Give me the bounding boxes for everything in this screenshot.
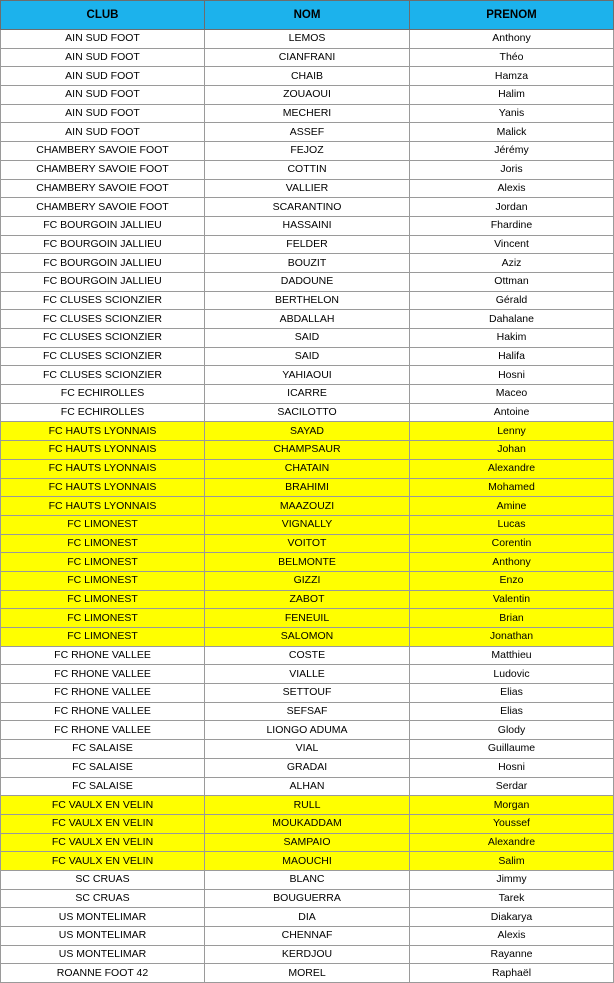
cell-prenom: Ottman — [410, 272, 614, 291]
cell-nom: MOREL — [205, 964, 410, 983]
table-row — [1, 403, 614, 422]
cell-nom: VOITOT — [205, 534, 410, 553]
cell-club: FC HAUTS LYONNAIS — [1, 459, 205, 478]
cell-prenom: Valentin — [410, 590, 614, 609]
cell-prenom: Hamza — [410, 67, 614, 86]
cell-prenom: Diakarya — [410, 908, 614, 927]
table-row — [1, 553, 614, 572]
table-row — [1, 758, 614, 777]
table-row — [1, 628, 614, 647]
cell-prenom: Anthony — [410, 30, 614, 49]
table-row — [1, 814, 614, 833]
table-row — [1, 889, 614, 908]
cell-club: FC LIMONEST — [1, 534, 205, 553]
cell-prenom: Johan — [410, 441, 614, 460]
table-row — [1, 385, 614, 404]
cell-prenom: Glody — [410, 721, 614, 740]
table-row — [1, 777, 614, 796]
table-row — [1, 571, 614, 590]
cell-club: US MONTELIMAR — [1, 908, 205, 927]
cell-prenom: Guillaume — [410, 740, 614, 759]
cell-club: FC RHONE VALLEE — [1, 646, 205, 665]
table-row — [1, 160, 614, 179]
header-row — [1, 1, 614, 30]
cell-nom: BERTHELON — [205, 291, 410, 310]
cell-club: AIN SUD FOOT — [1, 123, 205, 142]
table-row — [1, 441, 614, 460]
cell-prenom: Fhardine — [410, 216, 614, 235]
cell-nom: LEMOS — [205, 30, 410, 49]
cell-nom: SAID — [205, 347, 410, 366]
cell-prenom: Enzo — [410, 571, 614, 590]
header-prenom: PRENOM — [410, 1, 614, 30]
cell-nom: CHENNAF — [205, 927, 410, 946]
cell-nom: VIALLE — [205, 665, 410, 684]
cell-club: AIN SUD FOOT — [1, 86, 205, 105]
cell-club: SC CRUAS — [1, 870, 205, 889]
cell-nom: BRAHIMI — [205, 478, 410, 497]
cell-nom: RULL — [205, 796, 410, 815]
cell-club: AIN SUD FOOT — [1, 67, 205, 86]
cell-nom: FEJOZ — [205, 142, 410, 161]
table-row — [1, 86, 614, 105]
table-row — [1, 796, 614, 815]
cell-prenom: Alexandre — [410, 459, 614, 478]
cell-nom: SEFSAF — [205, 702, 410, 721]
table-row — [1, 870, 614, 889]
cell-club: FC HAUTS LYONNAIS — [1, 422, 205, 441]
cell-club: CHAMBERY SAVOIE FOOT — [1, 198, 205, 217]
table-row — [1, 459, 614, 478]
table-row — [1, 852, 614, 871]
cell-club: FC VAULX EN VELIN — [1, 852, 205, 871]
cell-club: CHAMBERY SAVOIE FOOT — [1, 179, 205, 198]
header-club: CLUB — [1, 1, 205, 30]
cell-prenom: Morgan — [410, 796, 614, 815]
cell-nom: YAHIAOUI — [205, 366, 410, 385]
cell-nom: CHAMPSAUR — [205, 441, 410, 460]
cell-nom: KERDJOU — [205, 945, 410, 964]
cell-club: FC LIMONEST — [1, 628, 205, 647]
cell-prenom: Maceo — [410, 385, 614, 404]
table-row — [1, 216, 614, 235]
table-row — [1, 104, 614, 123]
cell-nom: VALLIER — [205, 179, 410, 198]
cell-prenom: Alexis — [410, 179, 614, 198]
cell-club: US MONTELIMAR — [1, 927, 205, 946]
cell-nom: GRADAI — [205, 758, 410, 777]
cell-club: SC CRUAS — [1, 889, 205, 908]
cell-club: CHAMBERY SAVOIE FOOT — [1, 160, 205, 179]
cell-nom: MECHERI — [205, 104, 410, 123]
cell-club: FC CLUSES SCIONZIER — [1, 291, 205, 310]
cell-nom: ASSEF — [205, 123, 410, 142]
cell-prenom: Amine — [410, 497, 614, 516]
cell-club: FC CLUSES SCIONZIER — [1, 329, 205, 348]
table-row — [1, 142, 614, 161]
cell-club: FC BOURGOIN JALLIEU — [1, 254, 205, 273]
cell-nom: FELDER — [205, 235, 410, 254]
cell-club: FC RHONE VALLEE — [1, 665, 205, 684]
table-row — [1, 927, 614, 946]
table-row — [1, 740, 614, 759]
cell-nom: ICARRE — [205, 385, 410, 404]
cell-nom: VIGNALLY — [205, 515, 410, 534]
table-row — [1, 515, 614, 534]
cell-nom: ZABOT — [205, 590, 410, 609]
table-row — [1, 67, 614, 86]
table-row — [1, 347, 614, 366]
cell-nom: CHAIB — [205, 67, 410, 86]
header-nom: NOM — [205, 1, 410, 30]
table-row — [1, 179, 614, 198]
table-body — [1, 30, 614, 983]
cell-prenom: Rayanne — [410, 945, 614, 964]
cell-prenom: Brian — [410, 609, 614, 628]
cell-club: AIN SUD FOOT — [1, 48, 205, 67]
cell-club: FC LIMONEST — [1, 590, 205, 609]
cell-nom: VIAL — [205, 740, 410, 759]
cell-nom: COSTE — [205, 646, 410, 665]
cell-club: FC CLUSES SCIONZIER — [1, 347, 205, 366]
cell-club: FC RHONE VALLEE — [1, 684, 205, 703]
cell-prenom: Lenny — [410, 422, 614, 441]
cell-club: FC LIMONEST — [1, 515, 205, 534]
cell-nom: ZOUAOUI — [205, 86, 410, 105]
cell-nom: SAMPAIO — [205, 833, 410, 852]
cell-club: AIN SUD FOOT — [1, 30, 205, 49]
cell-club: FC CLUSES SCIONZIER — [1, 310, 205, 329]
cell-nom: ALHAN — [205, 777, 410, 796]
cell-prenom: Dahalane — [410, 310, 614, 329]
cell-prenom: Matthieu — [410, 646, 614, 665]
cell-prenom: Gérald — [410, 291, 614, 310]
cell-nom: BOUGUERRA — [205, 889, 410, 908]
cell-club: CHAMBERY SAVOIE FOOT — [1, 142, 205, 161]
table-row — [1, 272, 614, 291]
cell-prenom: Antoine — [410, 403, 614, 422]
table-row — [1, 702, 614, 721]
table-row — [1, 123, 614, 142]
table-row — [1, 646, 614, 665]
cell-club: FC ECHIROLLES — [1, 403, 205, 422]
table-row — [1, 665, 614, 684]
cell-prenom: Yanis — [410, 104, 614, 123]
cell-nom: ABDALLAH — [205, 310, 410, 329]
cell-prenom: Elias — [410, 702, 614, 721]
cell-nom: SALOMON — [205, 628, 410, 647]
table-row — [1, 497, 614, 516]
table-row — [1, 48, 614, 67]
cell-prenom: Joris — [410, 160, 614, 179]
cell-nom: COTTIN — [205, 160, 410, 179]
cell-club: FC BOURGOIN JALLIEU — [1, 235, 205, 254]
cell-nom: MOUKADDAM — [205, 814, 410, 833]
cell-nom: DADOUNE — [205, 272, 410, 291]
table-row — [1, 945, 614, 964]
cell-prenom: Malick — [410, 123, 614, 142]
cell-prenom: Serdar — [410, 777, 614, 796]
cell-nom: DIA — [205, 908, 410, 927]
cell-prenom: Halim — [410, 86, 614, 105]
table-row — [1, 422, 614, 441]
cell-club: FC LIMONEST — [1, 553, 205, 572]
table-row — [1, 908, 614, 927]
cell-prenom: Youssef — [410, 814, 614, 833]
table-row — [1, 366, 614, 385]
cell-nom: SCARANTINO — [205, 198, 410, 217]
cell-prenom: Halifa — [410, 347, 614, 366]
cell-club: FC RHONE VALLEE — [1, 721, 205, 740]
table-row — [1, 30, 614, 49]
table-row — [1, 235, 614, 254]
cell-nom: CIANFRANI — [205, 48, 410, 67]
cell-club: ROANNE FOOT 42 — [1, 964, 205, 983]
cell-club: FC BOURGOIN JALLIEU — [1, 216, 205, 235]
cell-nom: MAAZOUZI — [205, 497, 410, 516]
table-row — [1, 590, 614, 609]
cell-club: FC BOURGOIN JALLIEU — [1, 272, 205, 291]
cell-club: FC VAULX EN VELIN — [1, 833, 205, 852]
cell-prenom: Corentin — [410, 534, 614, 553]
cell-club: FC ECHIROLLES — [1, 385, 205, 404]
cell-nom: SACILOTTO — [205, 403, 410, 422]
cell-nom: LIONGO ADUMA — [205, 721, 410, 740]
table-row — [1, 609, 614, 628]
cell-prenom: Théo — [410, 48, 614, 67]
cell-prenom: Lucas — [410, 515, 614, 534]
table-row — [1, 254, 614, 273]
table-row — [1, 198, 614, 217]
cell-nom: CHATAIN — [205, 459, 410, 478]
cell-prenom: Anthony — [410, 553, 614, 572]
cell-nom: BLANC — [205, 870, 410, 889]
cell-nom: BOUZIT — [205, 254, 410, 273]
cell-prenom: Elias — [410, 684, 614, 703]
cell-nom: SAYAD — [205, 422, 410, 441]
cell-prenom: Raphaël — [410, 964, 614, 983]
cell-prenom: Jimmy — [410, 870, 614, 889]
cell-prenom: Tarek — [410, 889, 614, 908]
cell-club: FC LIMONEST — [1, 609, 205, 628]
cell-club: FC VAULX EN VELIN — [1, 814, 205, 833]
table-row — [1, 833, 614, 852]
cell-prenom: Hakim — [410, 329, 614, 348]
cell-club: FC HAUTS LYONNAIS — [1, 497, 205, 516]
cell-prenom: Jérémy — [410, 142, 614, 161]
table-row — [1, 684, 614, 703]
cell-prenom: Salim — [410, 852, 614, 871]
cell-prenom: Ludovic — [410, 665, 614, 684]
table-row — [1, 721, 614, 740]
cell-nom: FENEUIL — [205, 609, 410, 628]
cell-club: FC HAUTS LYONNAIS — [1, 478, 205, 497]
cell-club: FC CLUSES SCIONZIER — [1, 366, 205, 385]
table-row — [1, 329, 614, 348]
cell-club: FC SALAISE — [1, 758, 205, 777]
cell-nom: HASSAINI — [205, 216, 410, 235]
cell-nom: GIZZI — [205, 571, 410, 590]
cell-club: FC SALAISE — [1, 740, 205, 759]
table-row — [1, 534, 614, 553]
cell-prenom: Hosni — [410, 758, 614, 777]
cell-prenom: Hosni — [410, 366, 614, 385]
cell-prenom: Alexandre — [410, 833, 614, 852]
cell-club: US MONTELIMAR — [1, 945, 205, 964]
cell-club: FC RHONE VALLEE — [1, 702, 205, 721]
cell-prenom: Aziz — [410, 254, 614, 273]
cell-prenom: Vincent — [410, 235, 614, 254]
cell-club: FC LIMONEST — [1, 571, 205, 590]
cell-prenom: Jonathan — [410, 628, 614, 647]
cell-prenom: Mohamed — [410, 478, 614, 497]
cell-nom: SETTOUF — [205, 684, 410, 703]
table-row — [1, 310, 614, 329]
cell-nom: MAOUCHI — [205, 852, 410, 871]
cell-nom: SAID — [205, 329, 410, 348]
cell-club: FC SALAISE — [1, 777, 205, 796]
cell-prenom: Alexis — [410, 927, 614, 946]
cell-club: FC VAULX EN VELIN — [1, 796, 205, 815]
cell-prenom: Jordan — [410, 198, 614, 217]
cell-nom: BELMONTE — [205, 553, 410, 572]
cell-club: AIN SUD FOOT — [1, 104, 205, 123]
table-row — [1, 291, 614, 310]
cell-club: FC HAUTS LYONNAIS — [1, 441, 205, 460]
table-row — [1, 478, 614, 497]
